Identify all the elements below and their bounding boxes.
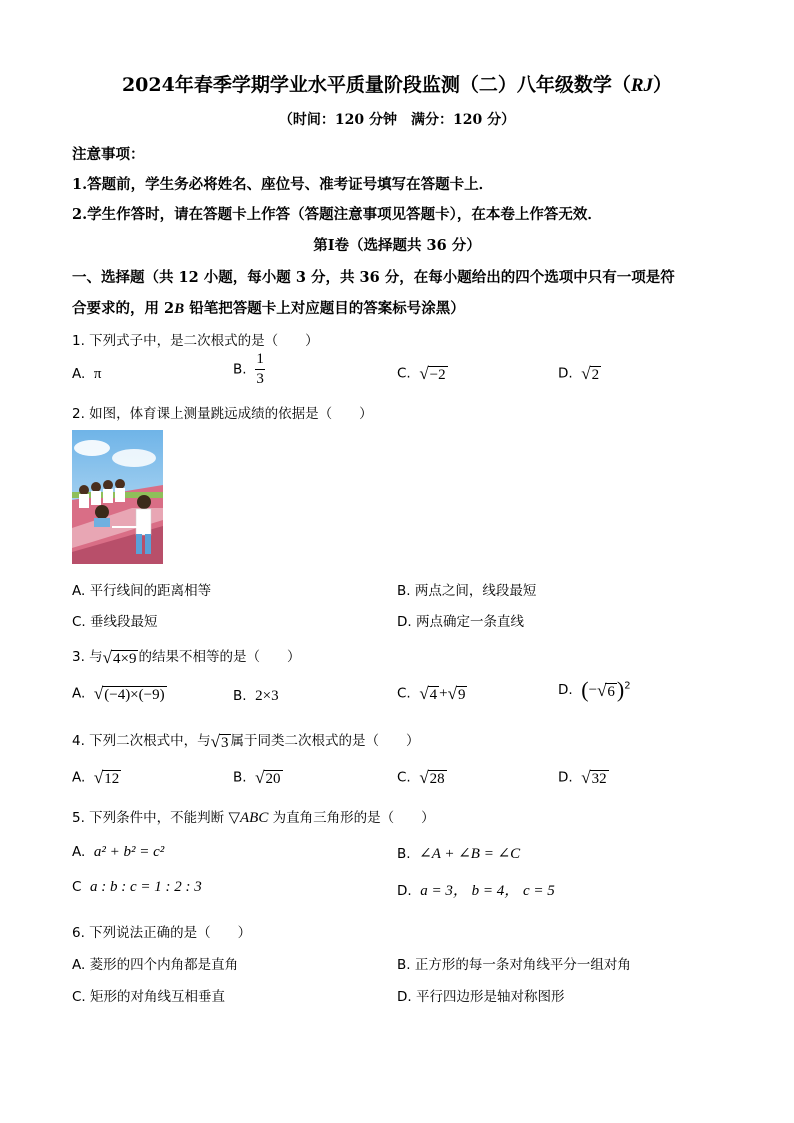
- question-6-option-b[interactable]: B. 正方形的每一条对角线平分一组对角: [397, 957, 631, 973]
- section-title: 第Ⅰ卷（选择题共 36 分）: [313, 237, 481, 254]
- question-1-stem: 1. 下列式子中，是二次根式的是（ ）: [72, 333, 319, 349]
- question-4-option-a[interactable]: A. √ 12: [72, 768, 120, 787]
- question-5-option-c[interactable]: C a : b : c = 1 : 2 : 3: [72, 879, 202, 895]
- question-3-option-a[interactable]: A. √ (−4)×(−9): [72, 684, 165, 703]
- question-5-option-d[interactable]: D. a = 3， b = 4， c = 5: [397, 883, 555, 899]
- question-4-option-c[interactable]: C. √ 28: [397, 768, 445, 787]
- question-1-option-d[interactable]: D. √ 2: [558, 364, 600, 383]
- notes-heading: 注意事项：: [72, 146, 145, 163]
- question-2-stem: 2. 如图，体育课上测量跳远成绩的依据是（ ）: [72, 406, 373, 422]
- question-2-option-c[interactable]: C. 垂线段最短: [72, 614, 158, 630]
- long-jump-illustration: [72, 430, 163, 564]
- question-3-option-c[interactable]: C. √ 4 + √ 9: [397, 684, 466, 703]
- section-instruction-line1: 一、选择题（共 12 小题，每小题 3 分，共 36 分，在每小题给出的四个选项中只有一项是符: [72, 269, 675, 286]
- question-6-option-a[interactable]: A. 菱形的四个内角都是直角: [72, 957, 239, 973]
- page-title: 2024年春季学期学业水平质量阶段监测（二）八年级数学（RJ）: [121, 74, 673, 96]
- question-4-option-b[interactable]: B. √ 20: [233, 768, 281, 787]
- question-1-option-b[interactable]: B. $\frac{1}{3}$: [233, 351, 264, 387]
- question-2-option-b[interactable]: B. 两点之间，线段最短: [397, 583, 537, 599]
- question-6-option-d[interactable]: D. 平行四边形是轴对称图形: [397, 989, 565, 1005]
- question-5-option-b[interactable]: B. ∠A + ∠B = ∠C: [397, 846, 521, 862]
- exam-time-score: （时间：120 分钟 满分：120 分）: [278, 112, 516, 128]
- notes-item-2: 2.学生作答时，请在答题卡上作答（答题注意事项见答题卡），在本卷上作答无效．: [72, 206, 602, 223]
- question-6-option-c[interactable]: C. 矩形的对角线互相垂直: [72, 989, 226, 1005]
- question-5-option-a[interactable]: A. a² + b² = c²: [72, 844, 165, 860]
- question-1-option-c[interactable]: C. √ −2: [397, 364, 446, 383]
- question-3-stem: 3. 与 √ 4×9 的结果不相等的是（ ）: [72, 647, 301, 667]
- question-4-stem: 4. 下列二次根式中，与 √ 3 属于同类二次根式的是（ ）: [72, 731, 420, 751]
- section-instruction-line2: 合要求的，用 2B 铅笔把答题卡上对应题目的答案标号涂黑）: [72, 300, 465, 317]
- question-3-option-b[interactable]: B. 2×3: [233, 688, 279, 704]
- question-2-option-a[interactable]: A. 平行线间的距离相等: [72, 583, 212, 599]
- question-3-option-d[interactable]: D. (− √ 6 )$^2$: [558, 677, 631, 702]
- question-2-option-d[interactable]: D. 两点确定一条直线: [397, 614, 524, 630]
- question-1-option-a[interactable]: A. π: [72, 366, 102, 382]
- question-6-stem: 6. 下列说法正确的是（ ）: [72, 925, 252, 941]
- question-5-stem: 5. 下列条件中，不能判断 ▽ABC 为直角三角形的是（ ）: [72, 810, 435, 826]
- question-4-option-d[interactable]: D. √ 32: [558, 768, 607, 787]
- notes-item-1: 1.答题前，学生务必将姓名、座位号、准考证号填写在答题卡上．: [72, 176, 494, 193]
